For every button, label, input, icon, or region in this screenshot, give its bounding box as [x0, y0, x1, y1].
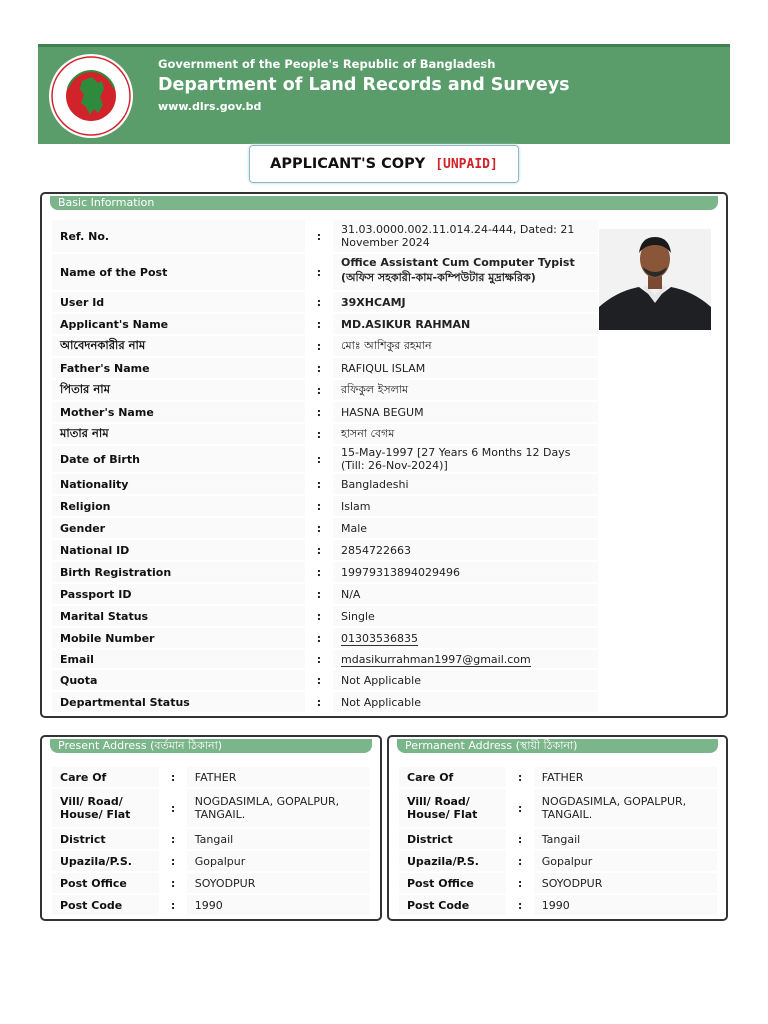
field-label: Religion — [52, 496, 305, 516]
field-label: National ID — [52, 540, 305, 560]
table-row — [52, 851, 370, 871]
field-value: Not Applicable — [333, 692, 598, 712]
field-label: User Id — [52, 292, 305, 312]
field-value[interactable] — [333, 650, 598, 668]
field-value: N/A — [333, 584, 598, 604]
field-label: পিতার নাম — [52, 380, 305, 400]
permanent-address-heading: Permanent Address (স্থায়ী ঠিকানা) — [397, 739, 718, 753]
government-name: Government of the People's Republic of Bangladesh — [158, 57, 496, 71]
separator-colon: : — [307, 518, 331, 538]
field-label: Post Code — [399, 895, 506, 915]
field-label: Ref. No. — [52, 220, 305, 252]
field-value: 15-May-1997 [27 Years 6 Months 12 Days (Till: 26-Nov-2024)] — [333, 446, 598, 472]
field-label: Mobile Number — [52, 628, 305, 648]
table-row — [52, 789, 370, 827]
separator-colon: : — [508, 851, 531, 871]
field-label: Birth Registration — [52, 562, 305, 582]
separator-colon: : — [307, 254, 331, 290]
separator-colon: : — [161, 895, 184, 915]
separator-colon: : — [508, 829, 531, 849]
separator-colon: : — [307, 606, 331, 626]
field-label: Upazila/P.S. — [399, 851, 506, 871]
separator-colon: : — [307, 424, 331, 444]
table-row — [52, 424, 598, 444]
field-value: Single — [333, 606, 598, 626]
website-link[interactable]: www.dlrs.gov.bd — [158, 100, 262, 113]
field-label: আবেদনকারীর নাম — [52, 336, 305, 356]
applicant-photo — [599, 229, 711, 330]
table-row — [52, 650, 598, 668]
field-value: SOYODPUR — [534, 873, 717, 893]
table-row — [52, 314, 598, 334]
present-address-heading: Present Address (বর্তমান ঠিকানা) — [50, 739, 372, 753]
separator-colon: : — [307, 650, 331, 668]
field-label: Name of the Post — [52, 254, 305, 290]
field-value: Tangail — [187, 829, 370, 849]
separator-colon: : — [508, 873, 531, 893]
present-address-panel — [40, 735, 382, 921]
applicant-photo-image — [599, 229, 711, 330]
table-row — [52, 692, 598, 712]
separator-colon: : — [307, 474, 331, 494]
table-row — [52, 895, 370, 915]
separator-colon: : — [508, 767, 531, 787]
field-value: HASNA BEGUM — [333, 402, 598, 422]
contact-link[interactable]: mdasikurrahman1997@gmail.com — [341, 652, 531, 666]
contact-link[interactable]: 01303536835 — [341, 631, 418, 645]
field-label: Post Office — [52, 873, 159, 893]
table-row — [52, 380, 598, 400]
field-label: Quota — [52, 670, 305, 690]
separator-colon: : — [307, 380, 331, 400]
field-label: Date of Birth — [52, 446, 305, 472]
field-value: Male — [333, 518, 598, 538]
field-value: 1990 — [534, 895, 717, 915]
separator-colon: : — [307, 562, 331, 582]
table-row — [52, 446, 598, 472]
separator-colon: : — [161, 767, 184, 787]
table-row — [399, 767, 717, 787]
applicant-copy-banner — [249, 145, 519, 183]
basic-information-table — [50, 218, 600, 714]
field-value: Not Applicable — [333, 670, 598, 690]
field-label: Care Of — [52, 767, 159, 787]
field-value: 19979313894029496 — [333, 562, 598, 582]
field-value: NOGDASIMLA, GOPALPUR, TANGAIL. — [187, 789, 370, 827]
present-address-table — [50, 765, 372, 917]
field-value: হাসনা বেগম — [333, 424, 598, 444]
field-value: NOGDASIMLA, GOPALPUR, TANGAIL. — [534, 789, 717, 827]
separator-colon: : — [307, 584, 331, 604]
separator-colon: : — [161, 873, 184, 893]
field-label: Applicant's Name — [52, 314, 305, 334]
field-label: Marital Status — [52, 606, 305, 626]
separator-colon: : — [307, 496, 331, 516]
table-row — [399, 873, 717, 893]
table-row — [52, 562, 598, 582]
field-value: SOYODPUR — [187, 873, 370, 893]
separator-colon: : — [307, 292, 331, 312]
field-value: Gopalpur — [187, 851, 370, 871]
separator-colon: : — [307, 692, 331, 712]
table-row — [52, 254, 598, 290]
field-label: Nationality — [52, 474, 305, 494]
table-row — [52, 402, 598, 422]
separator-colon: : — [161, 829, 184, 849]
field-label: Passport ID — [52, 584, 305, 604]
field-value: RAFIQUL ISLAM — [333, 358, 598, 378]
field-value: Tangail — [534, 829, 717, 849]
field-label: Father's Name — [52, 358, 305, 378]
separator-colon: : — [307, 402, 331, 422]
field-value: Islam — [333, 496, 598, 516]
government-seal-logo — [48, 53, 134, 139]
field-value: MD.ASIKUR RAHMAN — [333, 314, 598, 334]
basic-information-heading: Basic Information — [50, 196, 718, 210]
separator-colon: : — [508, 895, 531, 915]
table-row — [52, 518, 598, 538]
department-title: Department of Land Records and Surveys — [158, 75, 570, 95]
field-label: Vill/ Road/ House/ Flat — [399, 789, 506, 827]
table-row — [52, 873, 370, 893]
table-row — [52, 474, 598, 494]
separator-colon: : — [307, 358, 331, 378]
field-label: Email — [52, 650, 305, 668]
payment-status-badge: [UNPAID] — [435, 156, 498, 172]
field-value: রফিকুল ইসলাম — [333, 380, 598, 400]
field-label: মাতার নাম — [52, 424, 305, 444]
separator-colon: : — [307, 336, 331, 356]
field-value: 2854722663 — [333, 540, 598, 560]
table-row — [52, 584, 598, 604]
field-value: 31.03.0000.002.11.014.24-444, Dated: 21 November 2024 — [333, 220, 598, 252]
field-label: Departmental Status — [52, 692, 305, 712]
permanent-address-panel — [387, 735, 728, 921]
table-row — [399, 829, 717, 849]
table-row — [52, 628, 598, 648]
field-value: 1990 — [187, 895, 370, 915]
separator-colon: : — [307, 628, 331, 648]
field-value: Bangladeshi — [333, 474, 598, 494]
field-label: Post Code — [52, 895, 159, 915]
table-row — [52, 358, 598, 378]
table-row — [52, 336, 598, 356]
table-row — [399, 851, 717, 871]
field-value: মোঃ আশিকুর রহমান — [333, 336, 598, 356]
table-row — [52, 829, 370, 849]
separator-colon: : — [307, 220, 331, 252]
field-value[interactable] — [333, 628, 598, 648]
header-banner — [38, 44, 730, 144]
separator-colon: : — [307, 314, 331, 334]
table-row — [399, 789, 717, 827]
separator-colon: : — [307, 446, 331, 472]
field-label: Gender — [52, 518, 305, 538]
field-label: District — [52, 829, 159, 849]
field-value: FATHER — [534, 767, 717, 787]
field-value: 39XHCAMJ — [333, 292, 598, 312]
permanent-address-table — [397, 765, 719, 917]
separator-colon: : — [161, 851, 184, 871]
table-row — [52, 496, 598, 516]
table-row — [52, 292, 598, 312]
separator-colon: : — [307, 670, 331, 690]
table-row — [399, 895, 717, 915]
table-row — [52, 606, 598, 626]
field-value: FATHER — [187, 767, 370, 787]
separator-colon: : — [161, 789, 184, 827]
table-row — [52, 767, 370, 787]
field-label: District — [399, 829, 506, 849]
separator-colon: : — [307, 540, 331, 560]
table-row — [52, 670, 598, 690]
table-row — [52, 540, 598, 560]
field-label: Care Of — [399, 767, 506, 787]
separator-colon: : — [508, 789, 531, 827]
field-label: Post Office — [399, 873, 506, 893]
table-row — [52, 220, 598, 252]
field-label: Upazila/P.S. — [52, 851, 159, 871]
field-label: Vill/ Road/ House/ Flat — [52, 789, 159, 827]
field-value: Gopalpur — [534, 851, 717, 871]
basic-information-panel — [40, 192, 728, 718]
field-label: Mother's Name — [52, 402, 305, 422]
field-value: Office Assistant Cum Computer Typist (অফিস সহকারী-কাম-কম্পিউটার মুদ্রাক্ষরিক) — [333, 254, 598, 290]
copy-title: APPLICANT'S COPY — [270, 156, 426, 172]
